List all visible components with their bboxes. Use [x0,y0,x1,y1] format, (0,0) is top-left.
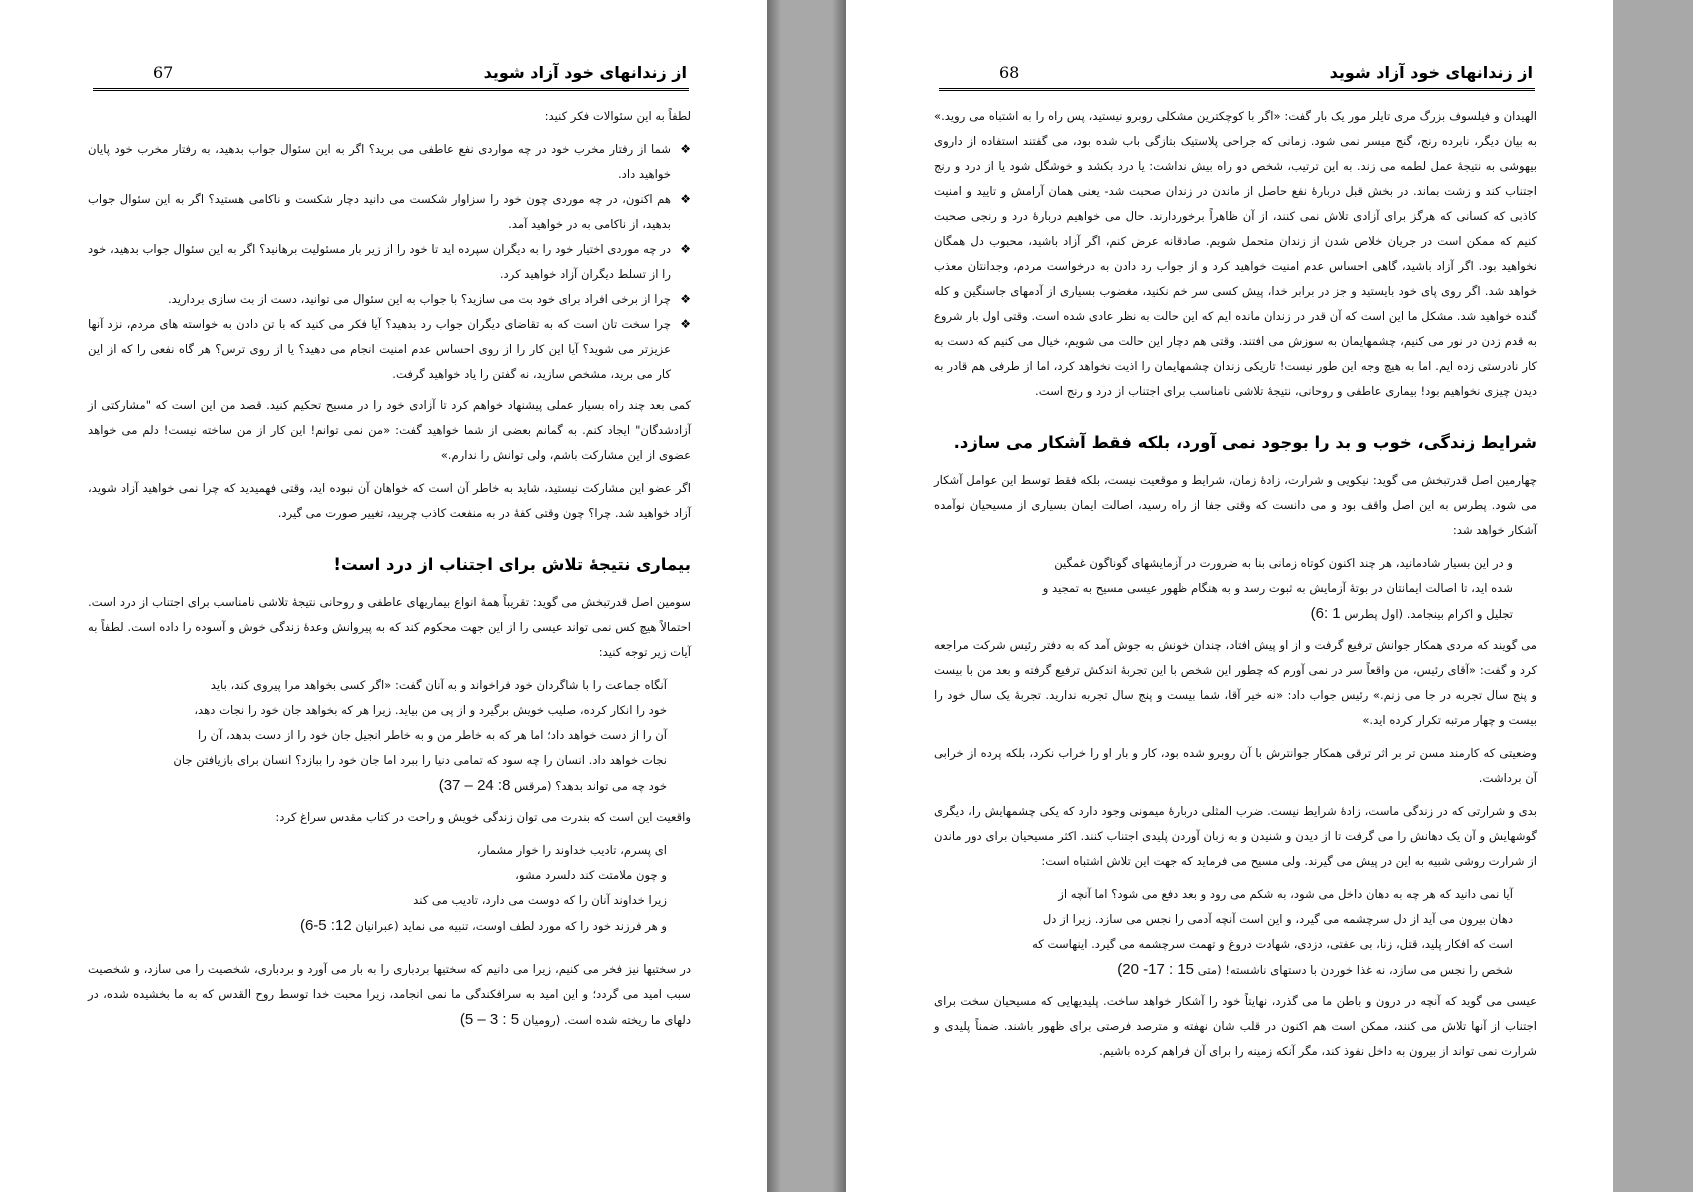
page-gutter-shadow [767,0,781,1192]
quote-line: نجات خواهد داد. انسان را چه سود که تمامی دنیا را ببرد اما جان خود را ببازد؟ انسان برای بازیافتن جان [173,753,667,767]
page-number: 67 [153,63,174,82]
scripture-poem [88,838,667,939]
list-item: ❖ هم اکنون، در چه موردی چون خود را سزاوار شکست می دانید دچار شکست و ناکامی هستید؟ اگر به این سئوال جواب بدهید، از ناکامی به در خواهید آمد. [88,187,671,237]
list-item: ❖ در چه موردی اختیار خود را به دیگران سپرده اید تا خود را از زیر بار مسئولیت برهانید؟ اگر به این سئوال جواب بدهید، خود را از تسلط دیگران آزاد خواهید کرد. [88,237,671,287]
quote-line: آن را از دست خواهد داد؛ اما هر که به خاطر من و به خاطر انجیل جان خود را از دست بدهد، آن را [197,728,667,742]
list-item: ❖ چرا از برخی افراد برای خود بت می سازید؟ با جواب به این سئوال می توانید، دست از بت سازی بردارید. [88,287,671,312]
list-item: ❖ چرا سخت تان است که به تقاضای دیگران جواب رد بدهید؟ آیا فکر می کنید که با تن دادن به خواسته های مردم، نزد آنها عزیزتر می شوید؟ آیا این کار را از روی احساس عدم امنیت انجام می دهید؟ یا از روی ترس؟ هر گاه نفعی را که از این کار می برید، مشخص سازید، نه گفتن را یاد خواهید گرفت. [88,312,671,387]
quote-line: شخص را نجس می سازد، نه غذا خوردن با دستهای ناشسته! (متی 15 : 17- 20) [1117,961,1513,978]
quote-line: دهان بیرون می آید از دل سرچشمه می گیرد، و این است آنچه آدمی را نجس می سازد. زیرا از دل [1042,912,1513,926]
verse-reference: 12: 5-6) [299,917,352,934]
paragraph: سومین اصل قدرتبخش می گوید: تقریباً همهٔ انواع بیماریهای عاطفی و روحانی نتیجهٔ تلاشی نامناسب برای اجتناب از درد است. احتمالاً هیچ کس نمی تواند عیسی را از این جهت محکوم کند که به پیروانش وعدهٔ زندگی خوش و آسوده را داده است. لطفاً به آیات زیر توجه کنید: [88,595,691,659]
diamond-bullet-icon: ❖ [680,192,691,206]
verse-reference: 15 : 17- 20) [1117,961,1195,978]
page-header [93,48,689,91]
poem-line: و هر فرزند خود را که مورد لطف اوست، تنبیه می نماید (عبرانیان 12: 5-6) [299,917,667,934]
quote-line: آنگاه جماعت را با شاگردان خود فراخواند و به آنان گفت: «اگر کسی بخواهد مرا پیروی کند، باید [210,678,667,692]
verse-reference: 5 : 3 – 5) [459,1011,520,1028]
verse-reference: 8: 24 – 37) [438,777,511,794]
intro-text: لطفاً به این سئوالات فکر کنید: [544,109,691,123]
page-67 [0,0,767,1192]
scripture-quote [968,882,1513,983]
page-body [934,104,1537,1072]
section-heading: بیماری نتیجهٔ تلاش برای اجتناب از درد است! [333,555,691,574]
poem-line: زیرا خداوند آنان را که دوست می دارد، تادیب می کند [413,893,667,907]
paragraph: وضعیتی که کارمند مسن تر بر اثر ترقی همکار جوانترش با آن روبرو شده بود، کار و بار او را خراب نکرد، بلکه پرده از خرابی آن برداشت. [934,746,1537,785]
question-list [88,137,691,387]
quote-line: آیا نمی دانید که هر چه به دهان داخل می شود، به شکم می رود و بعد دفع می شود؟ اما آنچه از [1058,887,1513,901]
paragraph: واقعیت این است که بندرت می توان زندگی خویش و راحت در کتاب مقدس سراغ کرد: [275,810,691,824]
page-number: 68 [999,63,1020,82]
diamond-bullet-icon: ❖ [680,142,691,156]
verse-reference: 1 :6) [1310,605,1341,622]
quote-line: خود را انکار کرده، صلیب خویش برگیرد و از پی من بیاید. زیرا هر که بخواهد جان خود را نجات دهد، [194,703,667,717]
page-body [88,104,691,1041]
quote-line: است که افکار پلید، قتل، زنا، بی عفتی، دزدی، شهادت دروغ و تهمت سرچشمه می گیرد. اینهاست که [1032,937,1513,951]
quote-line: خود چه می تواند بدهد؟ (مرقس 8: 24 – 37) [438,777,667,794]
paragraph: عیسی می گوید که آنچه در درون و باطن ما می گذرد، نهایتاً خود را آشکار خواهد ساخت. پلیدیهایی که مسیحیان سخت برای اجتناب از آنها تلاش می کنند، ممکن است هم اکنون در قلب شان نهفته و مترصد فرصتی برای ظهور باشند. ضمناً پلیدی و شرارت نمی تواند از بیرون به داخل نفوذ کند، مگر آنکه زمینه را برای آن فراهم کرده باشیم. [934,994,1537,1058]
list-item: ❖ شما از رفتار مخرب خود در چه مواردی نفع عاطفی می برید؟ اگر به این سئوال جواب بدهید، به رفتار مخرب خود پایان خواهید داد. [88,137,671,187]
scripture-quote [968,551,1513,627]
page-68 [846,0,1613,1192]
page-gutter-shadow [832,0,846,1192]
section-heading: شرایط زندگی، خوب و بد را بوجود نمی آورد، بلکه فقط آشکار می سازد. [953,433,1537,452]
poem-line: ای پسرم، تادیب خداوند را خوار مشمار، [476,843,667,857]
paragraph: در سختیها نیز فخر می کنیم، زیرا می دانیم که سختیها بردباری را به بار می آورد و بردباری، شخصیت را می سازد، و شخصیت سبب امید می گردد؛ و این امید به سرافکندگی ما نمی انجامد، زیرا محبت خدا توسط روح القدس که به ما بخشیده شده، در دلهای ما ریخته شده است. (رومیان 5 : 3 – 5) [88,962,691,1028]
header-title: از زندانهای خود آزاد شوید [1329,63,1533,82]
paragraph: بدی و شرارتی که در زندگی ماست، زادهٔ شرایط نیست. ضرب المثلی دربارهٔ میمونی وجود دارد که یکی چشمهایش را، دیگری گوشهایش و آن یک دهانش را می گرفت تا از دیدن و شنیدن و به زبان آوردن پلیدی اجتناب کنند. اکثر مسیحیان برای دور ماندن از شرارت روشی شبیه به این در پیش می گیرند. ولی مسیح می فرماید که جهت این تلاش اشتباه است: [934,804,1537,868]
poem-line: و چون ملامتت کند دلسرد مشو، [515,868,667,882]
paragraph: چهارمین اصل قدرتبخش می گوید: نیکویی و شرارت، زادهٔ زمان، شرایط و موقعیت نیست، بلکه فقط توسط این عوامل آشکار می شود. پطرس به این اصل واقف بود و می دانست که وقتی جفا از راه رسید، اصالت ایمان بسیاری از مسیحیان نوآمده آشکار خواهد شد: [934,473,1537,537]
paragraph: می گویند که مردی همکار جوانش ترفیع گرفت و از او پیش افتاد، چندان خونش به جوش آمد که به دفتر رئیس شرکت مراجعه کرد و گفت: «آقای رئیس، من واقعاً سر در نمی آورم که چطور این شخص با این تجربهٔ اندکش ترفیع گرفته و بعد من با بیست و پنج سال تجربه در جا می زنم.» رئیس جواب داد: «نه خیر آقا، شما بیست و پنج سال تجربه ندارید. تجربهٔ یک سال خود را بیست و چهار مرتبه تکرار کرده اید.» [934,638,1537,727]
paragraph: کمی بعد چند راه بسیار عملی پیشنهاد خواهم کرد تا آزادی خود را در مسیح تحکیم کنید. قصد من این است که "مشارکتی از آزادشدگان" ایجاد کنم. به گمانم بعضی از شما خواهید گفت: «من نمی توانم! این کار از من ساخته نیست! دلم می خواهد عضوی از این مشارکت باشم، ولی توانش را ندارم.» [88,398,691,462]
diamond-bullet-icon: ❖ [680,292,691,306]
scripture-quote [122,673,667,799]
page-header [939,48,1535,91]
diamond-bullet-icon: ❖ [680,317,691,331]
header-title: از زندانهای خود آزاد شوید [483,63,687,82]
quote-line: و در این بسیار شادمانید، هر چند اکنون کوتاه زمانی بنا به ضرورت در آزمایشهای گوناگون غمگین [1054,556,1513,570]
quote-line: شده اید، تا اصالت ایمانتان در بوتهٔ آزمایش به ثبوت رسد و به هنگام ظهور عیسی مسیح به تمجید و [1042,581,1513,595]
paragraph: الهیدان و فیلسوف بزرگ مری تایلر مور یک بار گفت: «اگر با کوچکترین مشکلی روبرو نیستید، پس راه را به اشتباه می روید.» به بیان دیگر، نابرده رنج، گنج میسر نمی شود. زمانی که جراحی پلاستیک بتازگی باب شده بود، می گفتند استفاده از داروی بیهوشی به نتیجهٔ عمل لطمه می زند. به این ترتیب، شخص دو راه بیش نداشت: یا درد بکشد و خوشگل شود یا از درد و رنج اجتناب کند و زشت بماند. در بخش قبل دربارهٔ نفع حاصل از ماندن در زندان صحبت شد- یعنی همان آرامش و تایید و امنیت کاذبی که کسانی که هرگز برای آزادی تلاش نمی کنند، از آن ظاهراً برخوردارند. حال می خواهیم دربارهٔ درد و رنجی صحبت کنیم که ممکن است در جریان خلاص شدن از زندان متحمل شویم. صادقانه عرض کنم، اگر آزاد باشید، محبوب دل همگان نخواهید بود. اگر آزاد باشید، گاهی احساس عدم امنیت خواهید کرد و از جواب رد دادن به درخواست مردم، وجدانتان معذب خواهد شد. اگر روی پای خود بایستید و جز در برابر خدا، پیش کسی سر خم نکنید، مغضوب بسیاری از آدمهای جاسنگین و کله گنده خواهید شد. مشکل ما این است که آن قدر در زندان مانده ایم که این حالت به نظر عادی شده است. وقتی اول بار شروع به قدم زدن در نور می کنیم، چشمهایمان به سوزش می افتند. وقتی هم دچار این حالت می شویم، خیال می کنیم که دست به کار نادرستی زده ایم. اما به هیچ وجه این طور نیست! تاریکی زندان چشمهایمان را اذیت نخواهد کرد، اما از طرفی هم قادر به دیدن چیزی نخواهیم بود! بیماری عاطفی و روحانی، نتیجهٔ تلاشی نامناسب برای اجتناب از درد و رنج است. [934,109,1537,398]
paragraph: اگر عضو این مشارکت نیستید، شاید به خاطر آن است که خواهان آن نبوده اید، وقتی فهمیدید که چرا نمی خواهید آزاد شوید، آزاد خواهید شد. چرا؟ چون وقتی کفهٔ در به منفعت کاذب چربید، تغییر صورت می گیرد. [88,481,691,520]
diamond-bullet-icon: ❖ [680,242,691,256]
quote-line: تجلیل و اکرام بینجامد. (اول پطرس 1 :6) [1310,605,1513,622]
